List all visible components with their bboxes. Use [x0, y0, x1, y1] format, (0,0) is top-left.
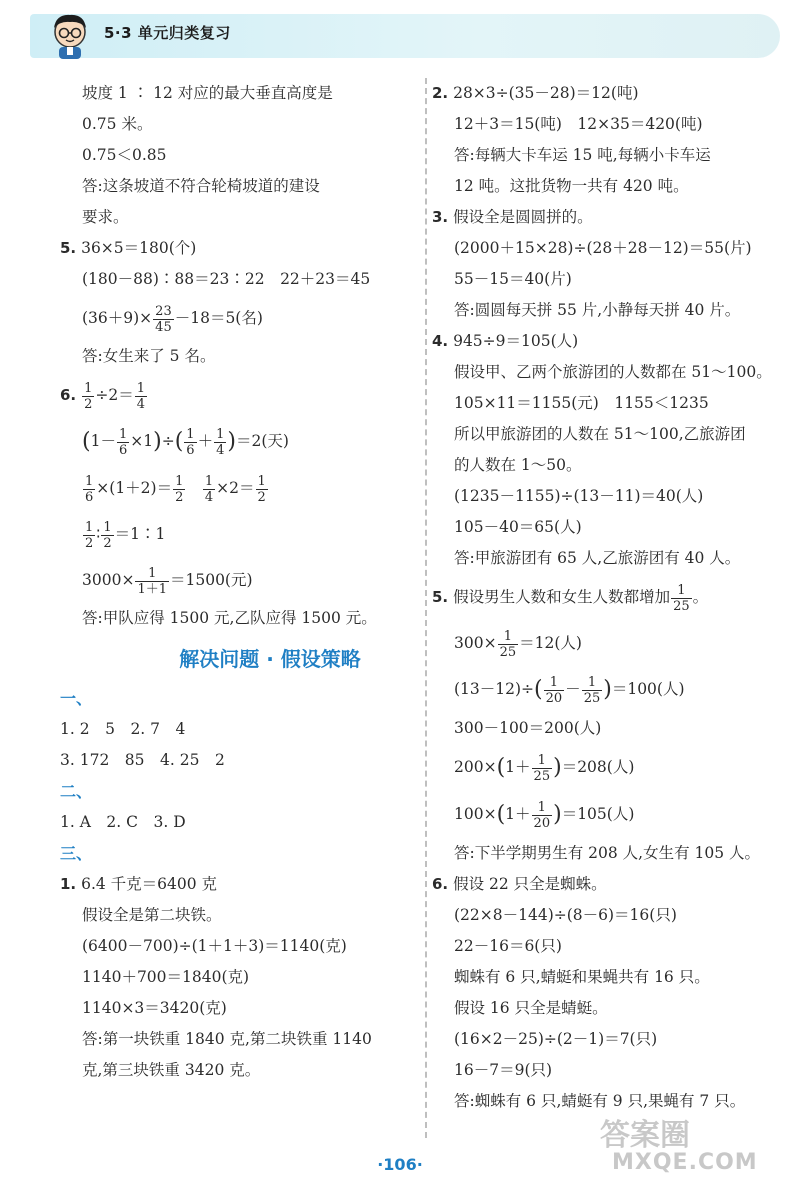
- left-q5-step-3: [60, 295, 420, 341]
- fraction-denominator: 2: [175, 489, 184, 505]
- paren-close: ): [553, 755, 562, 780]
- gap: [186, 479, 202, 497]
- part-1-answers-line-1: 1. 2 5 2. 7 4: [60, 720, 186, 738]
- left-q6-line-1: [60, 372, 420, 418]
- fraction-numerator: 1: [103, 519, 112, 535]
- left-q6-step-1-text: ÷2＝: [95, 386, 134, 404]
- fraction-denominator: 2: [257, 489, 266, 505]
- paren-open: (: [534, 677, 543, 702]
- fraction-numerator: 1: [204, 473, 214, 489]
- left-q6-step-2-c: ÷: [161, 432, 175, 450]
- left-q6-step-3-a: ×(1＋2)＝: [96, 479, 173, 497]
- left-q6-step-5: [60, 557, 420, 603]
- fraction: [532, 753, 553, 784]
- part-3-q1-line-1: [60, 869, 420, 900]
- left-q5-line-1: [60, 233, 420, 264]
- fraction: [135, 381, 147, 412]
- part-3-q1-step-3: (6400－700)÷(1＋1＋3)＝1140(克): [82, 937, 347, 955]
- right-q5-step-6-a: 100×: [454, 805, 497, 823]
- left-q5-answer: 答:女生来了 5 名。: [82, 347, 216, 365]
- fraction-numerator: 1: [135, 566, 169, 582]
- fraction: [135, 566, 169, 597]
- right-q4-line-1: [432, 326, 782, 357]
- right-q5-answer: 答:下半学期男生有 208 人,女生有 105 人。: [454, 844, 761, 862]
- right-q4-step-1: 945÷9＝105(人): [453, 332, 579, 350]
- right-q5-step-5-in: 1＋: [505, 758, 531, 776]
- right-q5-step-1-a: 假设男生人数和女生人数都增加: [453, 588, 671, 606]
- part-3-q1-step-4: 1140＋700＝1840(克): [82, 968, 250, 986]
- fraction-denominator: 2: [103, 535, 112, 551]
- watermark-url: MXQE.COM: [612, 1150, 758, 1175]
- left-line-4: 答:这条坡道不符合轮椅坡道的建设: [82, 177, 320, 195]
- right-q5-step-2-b: ＝12(人): [519, 634, 582, 652]
- paren-close: ): [553, 802, 562, 827]
- page-header: [0, 0, 800, 62]
- paren-close: ): [153, 429, 162, 454]
- left-q6-step-2-b: ×1: [130, 432, 154, 450]
- fraction: [498, 629, 519, 660]
- fraction: [544, 675, 565, 706]
- fraction-numerator: 1: [186, 426, 195, 442]
- left-q6-step-2-a: 1－: [90, 432, 116, 450]
- fraction: [117, 427, 129, 458]
- right-q6-step-2: (22×8－144)÷(8－6)＝16(只): [454, 906, 677, 924]
- fraction-numerator: 1: [498, 629, 519, 645]
- right-q5-step-4: 300－100＝200(人): [454, 719, 602, 737]
- section-part-3: 三、: [60, 844, 93, 863]
- right-q3-line-1: [432, 202, 782, 233]
- fraction-denominator: 4: [136, 396, 145, 412]
- right-q2-step-1: 28×3÷(35－28)＝12(吨): [453, 84, 639, 102]
- right-q4-answer: 答:甲旅游团有 65 人,乙旅游团有 40 人。: [454, 549, 741, 567]
- right-q6-step-7: 16－7＝9(只): [454, 1061, 553, 1079]
- ratio-colon: ∶: [96, 525, 101, 543]
- fraction-denominator: 4: [216, 442, 225, 458]
- left-q5-number: 5.: [60, 239, 77, 257]
- right-q5-step-3: [432, 666, 782, 713]
- part-3-q1-step-2: 假设全是第二块铁。: [82, 906, 222, 924]
- right-q2-answer-1: 答:每辆大卡车运 15 吨,每辆小卡车运: [454, 146, 711, 164]
- left-line-2: 0.75 米。: [82, 115, 153, 133]
- part-3-q1-answer-2: 克,第三块铁重 3420 克。: [82, 1061, 261, 1079]
- right-q4-step-6: (1235－1155)÷(13－11)＝40(人): [454, 487, 704, 505]
- left-q6-step-4: [60, 511, 420, 557]
- fraction-numerator: 1: [216, 426, 225, 442]
- right-q4-step-7: 105－40＝65(人): [454, 518, 582, 536]
- plus-sign: ＋: [197, 432, 214, 450]
- fraction-denominator: 6: [85, 489, 94, 505]
- right-q5-step-2: [432, 620, 782, 666]
- right-q3-step-3: 55－15＝40(片): [454, 270, 572, 288]
- right-q5-line-1: [432, 574, 782, 620]
- fraction-denominator: 20: [533, 815, 551, 831]
- part-3-q1-number: 1.: [60, 875, 77, 893]
- paren-open: (: [496, 755, 506, 780]
- fraction-numerator: 1: [671, 583, 692, 599]
- fraction: [83, 474, 95, 505]
- fraction: [203, 474, 215, 505]
- left-q6-answer: 答:甲队应得 1500 元,乙队应得 1500 元。: [82, 609, 377, 627]
- fraction-numerator: 23: [155, 303, 172, 319]
- right-q6-line-1: [432, 869, 782, 900]
- fraction: [82, 381, 94, 412]
- right-q5-step-6: [432, 791, 782, 838]
- right-column: [432, 78, 782, 1117]
- fraction-denominator: 25: [499, 644, 517, 660]
- left-q5-step-3-b: －18＝5(名): [174, 309, 263, 327]
- left-q6-step-5-b: ＝1500(元): [169, 571, 253, 589]
- right-q5-step-6-b: ＝105(人): [561, 805, 635, 823]
- paren-open: (: [82, 429, 91, 454]
- right-q4-step-3: 105×11＝1155(元) 1155＜1235: [454, 394, 709, 412]
- paren-close: ): [227, 429, 236, 454]
- right-q4-number: 4.: [432, 332, 449, 350]
- fraction-numerator: 1: [532, 800, 553, 816]
- right-q6-step-1: 假设 22 只全是蜘蛛。: [453, 875, 607, 893]
- watermark-logo: 答案圈: [600, 1118, 690, 1153]
- part-1-answers-line-2: 3. 172 85 4. 25 2: [60, 751, 225, 769]
- section-part-2: 二、: [60, 782, 93, 801]
- fraction-numerator: 1: [118, 426, 128, 442]
- minus-sign: －: [565, 680, 581, 698]
- fraction-denominator: 45: [155, 319, 172, 335]
- right-q5-step-3-b: ＝100(人): [611, 680, 685, 698]
- fraction: [532, 800, 553, 831]
- right-q3-step-1: 假设全是圆圆拼的。: [453, 208, 593, 226]
- fraction-numerator: 1: [85, 473, 94, 489]
- right-q6-step-6: (16×2－25)÷(2－1)＝7(只): [454, 1030, 658, 1048]
- paren-close: ): [603, 677, 612, 702]
- left-line-1: 坡度 1 ∶ 12 对应的最大垂直高度是: [82, 84, 333, 102]
- left-q5-step-3-a: (36＋9)×: [82, 309, 153, 327]
- fraction: [214, 427, 226, 458]
- right-q5-step-6-in: 1＋: [505, 805, 531, 823]
- fraction-denominator: 6: [186, 442, 195, 458]
- page-number: ·106·: [377, 1155, 423, 1174]
- column-divider: [425, 78, 427, 1138]
- right-q5-step-2-a: 300×: [454, 634, 497, 652]
- left-q6-step-3: [60, 465, 420, 511]
- part-2-answers-line-1: 1. A 2. C 3. D: [60, 813, 186, 831]
- fraction-numerator: 1: [136, 380, 145, 396]
- fraction-denominator: 2: [84, 396, 93, 412]
- left-column: [60, 78, 420, 1086]
- section-title: 解决问题 · 假设策略: [179, 647, 361, 671]
- right-q2-step-2: 12＋3＝15(吨) 12×35＝420(吨): [454, 115, 703, 133]
- fraction: [153, 304, 174, 335]
- left-q5-step-1: 36×5＝180(个): [81, 239, 197, 257]
- right-q3-step-2: (2000＋15×28)÷(28＋28－12)＝55(片): [454, 239, 752, 257]
- fraction: [83, 520, 95, 551]
- left-q6-step-2: [60, 418, 420, 465]
- left-q6-step-5-a: 3000×: [82, 571, 135, 589]
- right-q6-step-4: 蜘蛛有 6 只,蜻蜓和果蝇共有 16 只。: [454, 968, 710, 986]
- fraction-denominator: 1＋1: [137, 581, 167, 597]
- left-q6-step-3-b: ×2＝: [216, 479, 255, 497]
- right-q2-line-1: [432, 78, 782, 109]
- fraction: [671, 583, 692, 614]
- section-part-1: 一、: [60, 689, 93, 708]
- part-3-q1-step-1: 6.4 千克＝6400 克: [81, 875, 218, 893]
- fraction: [173, 474, 185, 505]
- right-q3-answer: 答:圆圆每天拼 55 片,小静每天拼 40 片。: [454, 301, 741, 319]
- paren-open: (: [496, 802, 506, 827]
- fraction-numerator: 1: [257, 473, 266, 489]
- right-q5-step-5: [432, 744, 782, 791]
- left-line-3: 0.75＜0.85: [82, 146, 167, 164]
- fraction-denominator: 4: [204, 489, 214, 505]
- right-q5-step-1-b: 。: [692, 588, 709, 606]
- mascot-boy-icon: [44, 8, 96, 60]
- right-q6-number: 6.: [432, 875, 449, 893]
- right-q4-step-4: 所以甲旅游团的人数在 51～100,乙旅游团: [454, 425, 746, 443]
- fraction: [582, 675, 603, 706]
- right-q5-step-5-a: 200×: [454, 758, 497, 776]
- left-q5-step-2: (180－88)∶88＝23∶22 22＋23＝45: [82, 270, 371, 288]
- fraction-denominator: 2: [85, 535, 94, 551]
- fraction-numerator: 1: [582, 675, 603, 691]
- fraction-numerator: 1: [532, 753, 553, 769]
- fraction-numerator: 1: [544, 675, 565, 691]
- fraction: [256, 474, 268, 505]
- fraction-numerator: 1: [85, 519, 94, 535]
- right-q5-step-5-b: ＝208(人): [561, 758, 635, 776]
- part-3-q1-answer-1: 答:第一块铁重 1840 克,第二块铁重 1140: [82, 1030, 372, 1048]
- fraction-denominator: 25: [673, 598, 690, 614]
- left-q6-number: 6.: [60, 386, 77, 404]
- right-q4-step-2: 假设甲、乙两个旅游团的人数都在 51～100。: [454, 363, 772, 381]
- paren-open: (: [174, 429, 184, 454]
- left-line-5: 要求。: [82, 208, 129, 226]
- right-q5-number: 5.: [432, 588, 449, 606]
- right-q5-step-3-a: (13－12)÷: [454, 680, 535, 698]
- right-q4-step-5: 的人数在 1～50。: [454, 456, 582, 474]
- right-q6-step-3: 22－16＝6(只): [454, 937, 562, 955]
- left-q6-step-4-b: ＝1∶1: [114, 525, 166, 543]
- fraction-denominator: 20: [545, 690, 563, 706]
- right-q6-answer: 答:蜘蛛有 6 只,蜻蜓有 9 只,果蝇有 7 只。: [454, 1092, 746, 1110]
- fraction-denominator: 6: [118, 442, 128, 458]
- right-q3-number: 3.: [432, 208, 449, 226]
- right-q2-answer-2: 12 吨。这批货物一共有 420 吨。: [454, 177, 689, 195]
- fraction: [101, 520, 113, 551]
- fraction-denominator: 25: [533, 768, 551, 784]
- part-3-q1-step-5: 1140×3＝3420(克): [82, 999, 227, 1017]
- fraction: [184, 427, 196, 458]
- header-title: 5·3 单元归类复习: [104, 24, 231, 42]
- left-q6-step-2-d: ＝2(天): [235, 432, 289, 450]
- fraction-numerator: 1: [84, 380, 93, 396]
- right-q6-step-5: 假设 16 只全是蜻蜓。: [454, 999, 608, 1017]
- fraction-numerator: 1: [175, 473, 184, 489]
- right-q2-number: 2.: [432, 84, 449, 102]
- fraction-denominator: 25: [583, 690, 601, 706]
